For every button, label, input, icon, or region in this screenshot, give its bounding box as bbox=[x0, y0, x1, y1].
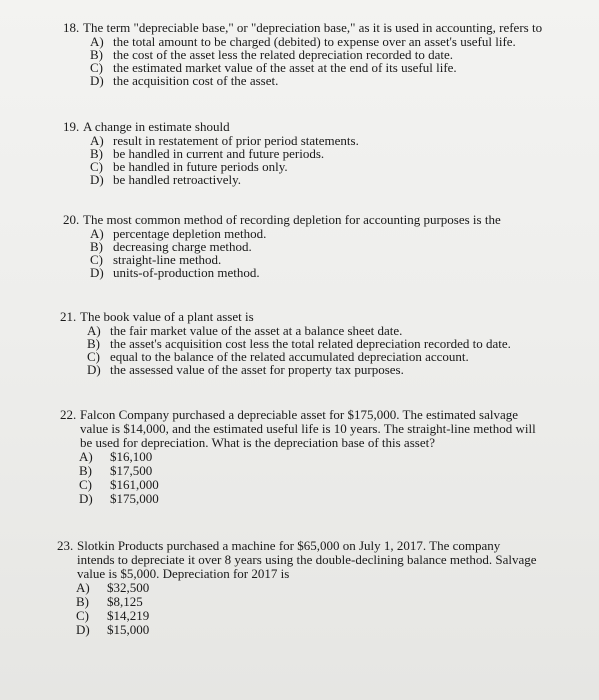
answer-options bbox=[60, 450, 536, 506]
option-text: $17,500 bbox=[110, 463, 153, 478]
question-number: 23. bbox=[57, 538, 74, 553]
option-b[interactable] bbox=[60, 464, 536, 478]
stem-line: The book value of a plant asset is bbox=[80, 309, 254, 324]
option-text: $15,000 bbox=[107, 622, 150, 637]
answer-options bbox=[63, 227, 501, 279]
option-text: $14,219 bbox=[107, 608, 150, 623]
option-b[interactable] bbox=[57, 595, 537, 609]
option-text: units-of-production method. bbox=[113, 265, 260, 280]
option-text: the assessed value of the asset for property tax purposes. bbox=[110, 362, 404, 377]
option-text: the acquisition cost of the asset. bbox=[113, 73, 279, 88]
option-d[interactable] bbox=[63, 74, 542, 87]
option-letter: B) bbox=[76, 594, 89, 609]
option-text: the fair market value of the asset at a balance sheet date. bbox=[110, 323, 403, 338]
question-stem bbox=[63, 213, 501, 227]
question-number: 22. bbox=[60, 407, 77, 422]
stem-line: The most common method of recording depletion for accounting purposes is the bbox=[83, 212, 501, 227]
option-text: $161,000 bbox=[110, 477, 159, 492]
option-d[interactable] bbox=[60, 492, 536, 506]
option-letter: C) bbox=[79, 477, 92, 492]
option-letter: B) bbox=[79, 463, 92, 478]
stem-line: Slotkin Products purchased a machine for $65,000 on July 1, 2017. The company bbox=[77, 538, 501, 553]
option-c[interactable] bbox=[60, 478, 536, 492]
question-number: 18. bbox=[63, 20, 80, 35]
question-23 bbox=[57, 539, 537, 637]
option-letter: B) bbox=[90, 239, 103, 254]
option-letter: A) bbox=[90, 133, 104, 148]
question-number: 21. bbox=[60, 309, 77, 324]
option-text: be handled retroactively. bbox=[113, 172, 242, 187]
option-d[interactable] bbox=[63, 266, 501, 279]
option-letter: D) bbox=[90, 73, 104, 88]
option-text: the estimated market value of the asset at the end of its useful life. bbox=[113, 60, 457, 75]
question-stem bbox=[60, 310, 511, 324]
option-text: be handled in future periods only. bbox=[113, 159, 288, 174]
question-stem bbox=[63, 120, 359, 134]
stem-line: be used for depreciation. What is the depreciation base of this asset? bbox=[80, 435, 435, 450]
option-text: be handled in current and future periods. bbox=[113, 146, 325, 161]
option-d[interactable] bbox=[57, 623, 537, 637]
question-18 bbox=[63, 21, 542, 87]
option-a[interactable] bbox=[60, 450, 536, 464]
option-letter: A) bbox=[90, 34, 104, 49]
answer-options bbox=[63, 134, 359, 186]
option-letter: A) bbox=[76, 580, 90, 595]
question-21 bbox=[60, 310, 511, 376]
option-text: decreasing charge method. bbox=[113, 239, 252, 254]
option-text: $8,125 bbox=[107, 594, 143, 609]
option-letter: D) bbox=[76, 622, 90, 637]
stem-line: value is $5,000. Depreciation for 2017 is bbox=[77, 566, 290, 581]
option-letter: C) bbox=[76, 608, 89, 623]
stem-line: Falcon Company purchased a depreciable asset for $175,000. The estimated salvage bbox=[80, 407, 519, 422]
stem-line: intends to depreciate it over 8 years using the double-declining balance method. Salvage bbox=[77, 552, 537, 567]
stem-line: value is $14,000, and the estimated useful life is 10 years. The straight-line method will bbox=[80, 421, 536, 436]
option-d[interactable] bbox=[63, 173, 359, 186]
option-letter: D) bbox=[87, 362, 101, 377]
option-text: equal to the balance of the related accumulated depreciation account. bbox=[110, 349, 469, 364]
option-text: $16,100 bbox=[110, 449, 153, 464]
option-d[interactable] bbox=[60, 363, 511, 376]
option-text: the total amount to be charged (debited) to expense over an asset's useful life. bbox=[113, 34, 516, 49]
stem-line: The term "depreciable base," or "depreciation base," as it is used in accounting, refers to bbox=[83, 20, 543, 35]
option-letter: A) bbox=[79, 449, 93, 464]
option-letter: D) bbox=[79, 491, 93, 506]
question-20 bbox=[63, 213, 501, 279]
option-text: the asset's acquisition cost less the total related depreciation recorded to date. bbox=[110, 336, 511, 351]
question-stem bbox=[63, 21, 542, 35]
option-text: $32,500 bbox=[107, 580, 150, 595]
option-letter: D) bbox=[90, 172, 104, 187]
option-text: straight-line method. bbox=[113, 252, 222, 267]
answer-options bbox=[57, 581, 537, 637]
option-letter: C) bbox=[90, 159, 103, 174]
question-number: 20. bbox=[63, 212, 80, 227]
stem-line: A change in estimate should bbox=[83, 119, 230, 134]
question-number: 19. bbox=[63, 119, 80, 134]
answer-options bbox=[60, 324, 511, 376]
option-a[interactable] bbox=[57, 581, 537, 595]
option-text: the cost of the asset less the related depreciation recorded to date. bbox=[113, 47, 454, 62]
option-c[interactable] bbox=[57, 609, 537, 623]
option-letter: A) bbox=[90, 226, 104, 241]
question-stem bbox=[57, 539, 537, 581]
answer-options bbox=[63, 35, 542, 87]
option-text: percentage depletion method. bbox=[113, 226, 267, 241]
option-letter: C) bbox=[90, 252, 103, 267]
option-letter: B) bbox=[87, 336, 100, 351]
option-letter: B) bbox=[90, 146, 103, 161]
option-text: $175,000 bbox=[110, 491, 159, 506]
option-letter: A) bbox=[87, 323, 101, 338]
option-letter: C) bbox=[87, 349, 100, 364]
question-19 bbox=[63, 120, 359, 186]
option-letter: D) bbox=[90, 265, 104, 280]
question-22 bbox=[60, 408, 536, 506]
question-stem bbox=[60, 408, 536, 450]
option-text: result in restatement of prior period statements. bbox=[113, 133, 359, 148]
option-letter: B) bbox=[90, 47, 103, 62]
option-letter: C) bbox=[90, 60, 103, 75]
